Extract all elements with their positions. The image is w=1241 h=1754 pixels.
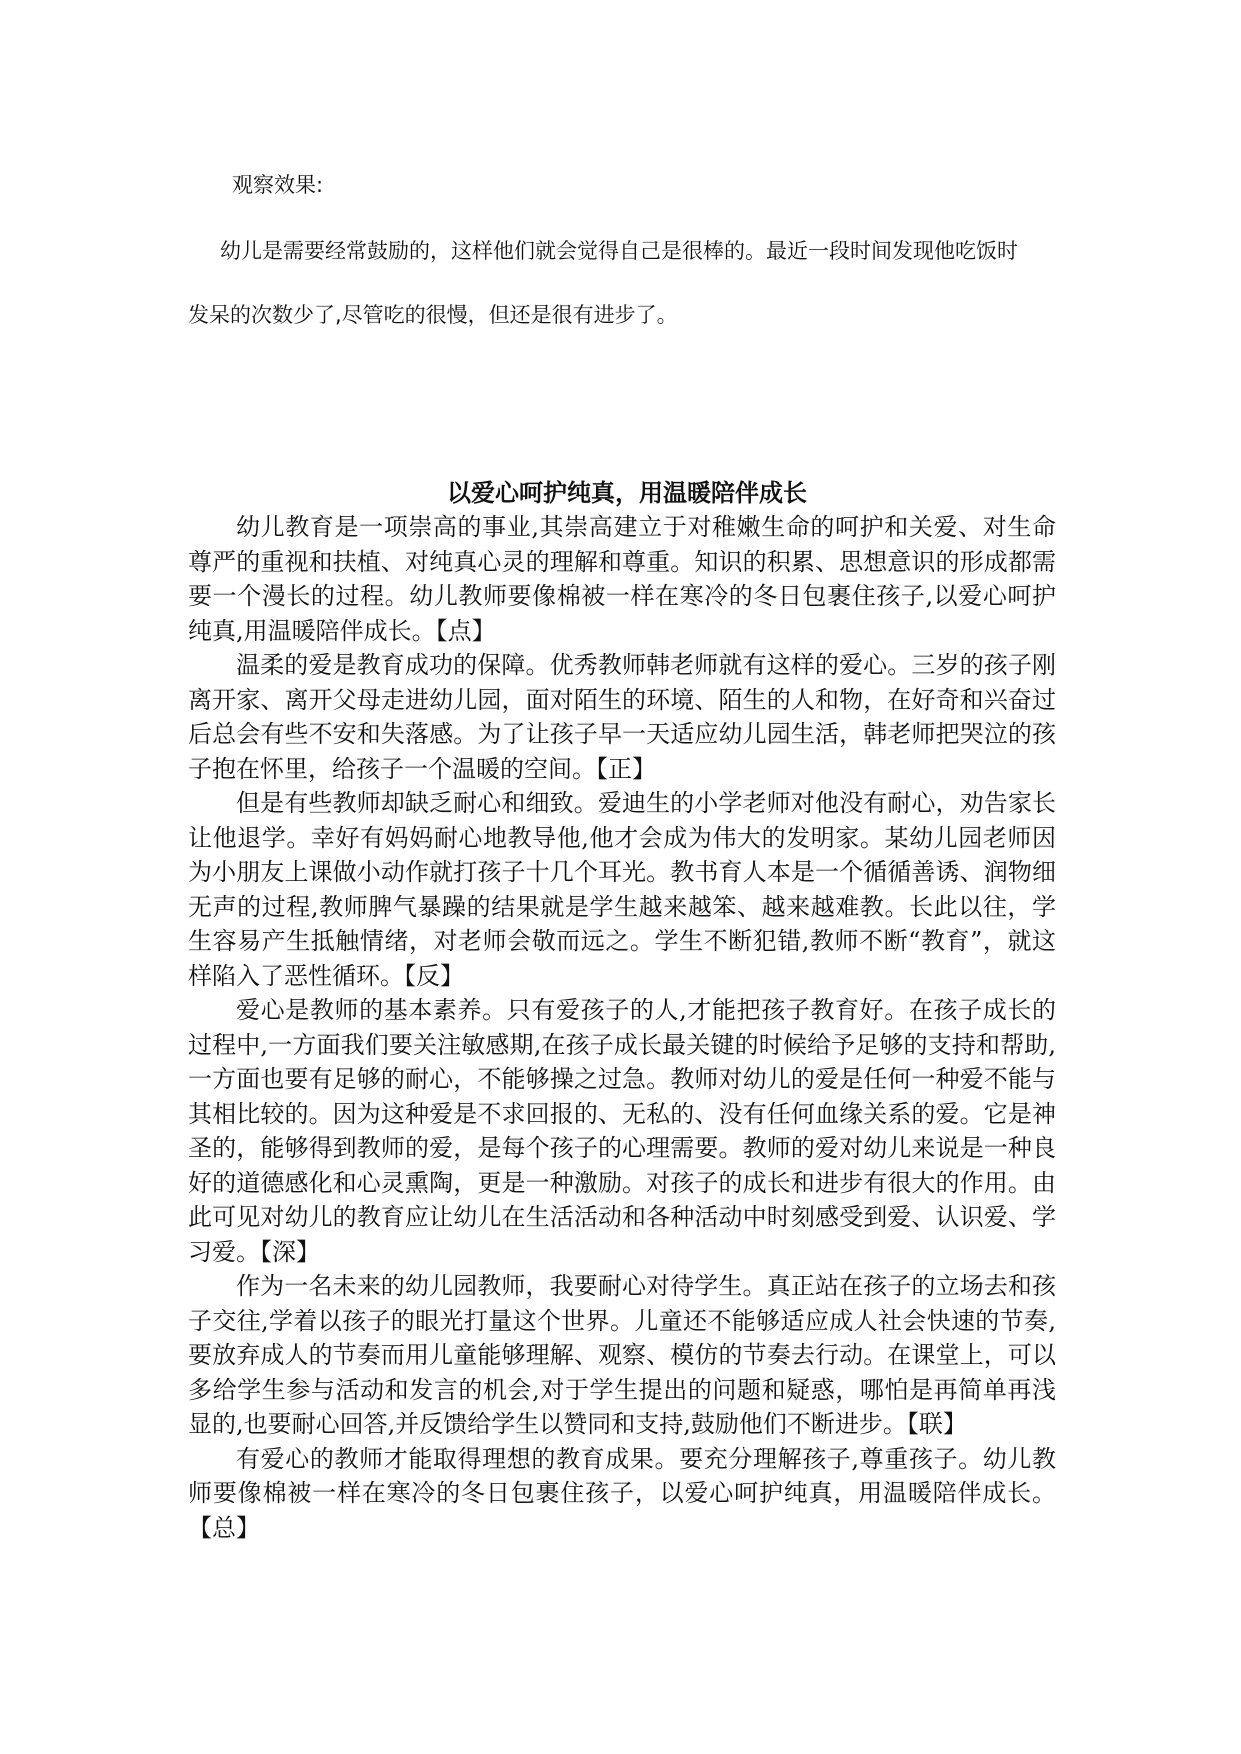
essay xyxy=(188,476,1056,1545)
essay-paragraph-deep: 爱心是教师的基本素养。只有爱孩子的人,才能把孩子教育好。在孩子成长的过程中,一方面我们要关注敏感期,在孩子成长最关键的时候给予足够的支持和帮助,一方面也要有足够的耐心，不能够操之过急。教师对幼儿的爱是任何一种爱不能与其相比较的。因为这种爱是不求回报的、无私的、没有任何血缘关系的爱。它是神圣的，能够得到教师的爱，是每个孩子的心理需要。教师的爱对幼儿来说是一种良好的道德感化和心灵熏陶，更是一种激励。对孩子的成长和进步有很大的作用。由此可见对幼儿的教育应让幼儿在生活活动和各种活动中时刻感受到爱、认识爱、学习爱。【深】 xyxy=(188,996,1056,1266)
essay-paragraph-negative: 但是有些教师却缺乏耐心和细致。爱迪生的小学老师对他没有耐心，劝告家长让他退学。幸好有妈妈耐心地教导他,他才会成为伟大的发明家。某幼儿园老师因为小朋友上课做小动作就打孩子十几个耳光。教书育人本是一个循循善诱、润物细无声的过程,教师脾气暴躁的结果就是学生越来越笨、越来越难教。长此以往，学生容易产生抵触情绪，对老师会敬而远之。学生不断犯错,教师不断“教育”，就这样陷入了恶性循环。【反】 xyxy=(188,789,1056,990)
essay-paragraph-link: 作为一名未来的幼儿园教师，我要耐心对待学生。真正站在孩子的立场去和孩子交往,学着以孩子的眼光打量这个世界。儿童还不能够适应成人社会快速的节奏,要放弃成人的节奏而用儿童能够理解、观察、模仿的节奏去行动。在课堂上，可以多给学生参与活动和发言的机会,对于学生提出的问题和疑惑，哪怕是再简单再浅显的,也要耐心回答,并反馈给学生以赞同和支持,鼓励他们不断进步。【联】 xyxy=(188,1272,1056,1438)
observation-text-line-1: 幼儿是需要经常鼓励的，这样他们就会觉得自己是很棒的。最近一段时间发现他吃饭时 xyxy=(220,239,1018,263)
essay-paragraph-intro: 幼儿教育是一项崇高的事业,其崇高建立于对稚嫩生命的呵护和关爱、对生命尊严的重视和扶植、对纯真心灵的理解和尊重。知识的积累、思想意识的形成都需要一个漫长的过程。幼儿教师要像棉被一样在寒冷的冬日包裹住孩子,以爱心呵护纯真,用温暖陪伴成长。【点】 xyxy=(188,513,1056,645)
essay-title: 以爱心呵护纯真，用温暖陪伴成长 xyxy=(447,478,807,507)
essay-paragraph-positive: 温柔的爱是教育成功的保障。优秀教师韩老师就有这样的爱心。三岁的孩子刚离开家、离开父母走进幼儿园，面对陌生的环境、陌生的人和物，在好奇和兴奋过后总会有些不安和失落感。为了让孩子早一天适应幼儿园生活，韩老师把哭泣的孩子抱在怀里，给孩子一个温暖的空间。【正】 xyxy=(188,651,1056,783)
essay-paragraph-summary: 有爱心的教师才能取得理想的教育成果。要充分理解孩子,尊重孩子。幼儿教师要像棉被一样在寒冷的冬日包裹住孩子，以爱心呵护纯真，用温暖陪伴成长。【总】 xyxy=(188,1444,1056,1542)
observation-heading: 观察效果: xyxy=(232,173,324,197)
observation-text-line-2: 发呆的次数少了,尽管吃的很慢，但还是很有进步了。 xyxy=(188,303,678,327)
